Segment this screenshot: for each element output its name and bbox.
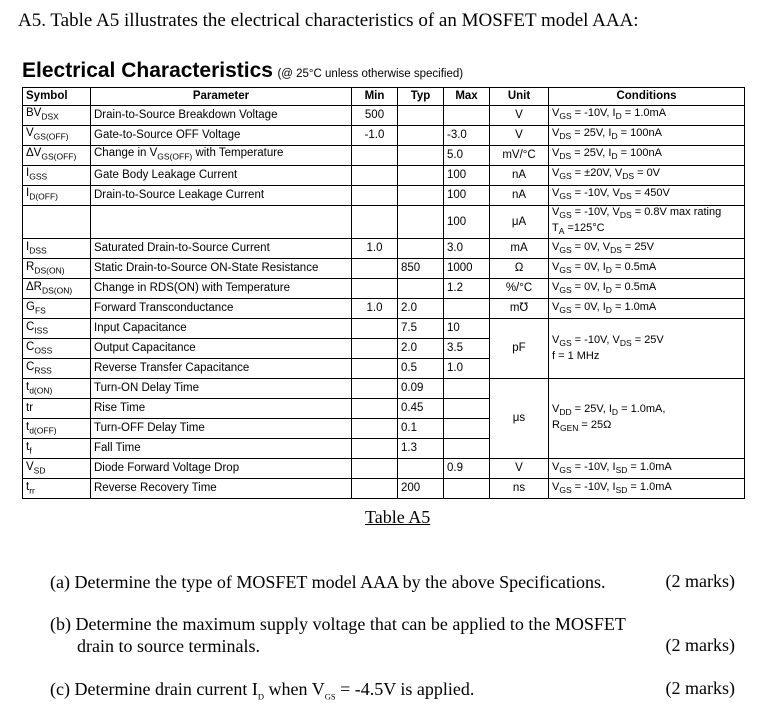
question-intro: A5. Table A5 illustrates the electrical characteristics of an MOSFET model AAA: <box>18 10 639 31</box>
max-cell: 100 <box>444 186 490 206</box>
parameter-cell: Reverse Transfer Capacitance <box>91 359 352 379</box>
typ-cell: 0.1 <box>398 419 444 439</box>
parameter-cell: Change in $V_{GS(OFF)}$ with Temperature <box>91 146 352 166</box>
symbol-cell: $\Delta R_{DS(ON)}$ <box>23 279 91 299</box>
header-min: Min <box>352 88 398 106</box>
typ-cell <box>398 239 444 259</box>
question-a-marks: (2 marks) <box>665 571 735 591</box>
min-cell <box>352 259 398 279</box>
unit-cell: μA <box>490 206 549 239</box>
parameter-cell: Fall Time <box>91 439 352 459</box>
max-cell <box>444 299 490 319</box>
conditions-cell: $V_{GS} = 0V$, $I_D = 1.0mA$ <box>549 299 745 319</box>
unit-cell: nA <box>490 186 549 206</box>
min-cell <box>352 359 398 379</box>
table-row <box>23 279 745 299</box>
unit-cell: pF <box>490 319 549 379</box>
min-cell <box>352 279 398 299</box>
typ-cell: 0.09 <box>398 379 444 399</box>
question-b-marks: (2 marks) <box>665 635 735 655</box>
table-row <box>23 126 745 146</box>
unit-cell: μs <box>490 379 549 459</box>
min-cell <box>352 319 398 339</box>
electrical-characteristics-table <box>22 87 745 499</box>
table-row <box>23 106 745 126</box>
unit-cell: ns <box>490 479 549 499</box>
symbol-cell: $I_{GSS}$ <box>23 166 91 186</box>
header-max: Max <box>444 88 490 106</box>
symbol-cell: $I_{DSS}$ <box>23 239 91 259</box>
symbol-cell: $V_{SD}$ <box>23 459 91 479</box>
min-cell <box>352 479 398 499</box>
typ-cell <box>398 279 444 299</box>
parameter-cell: Saturated Drain-to-Source Current <box>91 239 352 259</box>
parameter-cell: Turn-OFF Delay Time <box>91 419 352 439</box>
unit-cell: nA <box>490 166 549 186</box>
unit-cell: V <box>490 459 549 479</box>
conditions-cell: $V_{GS} = -10V$, $V_{DS} = 450V$ <box>549 186 745 206</box>
conditions-cell: $V_{GS} = -10V$, $V_{DS} = 0.8V$ max rating $T_A =125^\circ C$ <box>549 206 745 239</box>
conditions-cell: $V_{DD} = 25V$, $I_D = 1.0mA$, $R_{GEN} = 25\Omega$ <box>549 379 745 459</box>
max-cell: 1000 <box>444 259 490 279</box>
header-symbol: Symbol <box>23 88 91 106</box>
symbol-cell: $t_{d(OFF)}$ <box>23 419 91 439</box>
question-c-marks: (2 marks) <box>665 678 735 698</box>
symbol-cell: $C_{RSS}$ <box>23 359 91 379</box>
table-row <box>23 319 745 339</box>
max-cell: 1.2 <box>444 279 490 299</box>
typ-cell <box>398 166 444 186</box>
table-row <box>23 479 745 499</box>
parameter-cell: Diode Forward Voltage Drop <box>91 459 352 479</box>
symbol-cell: tr <box>23 399 91 419</box>
max-cell: 5.0 <box>444 146 490 166</box>
conditions-cell: $V_{DS} = 25V$, $I_D = 100nA$ <box>549 126 745 146</box>
conditions-cell: $V_{GS} = -10V$, $I_D = 1.0mA$ <box>549 106 745 126</box>
table-row <box>23 299 745 319</box>
typ-cell: 7.5 <box>398 319 444 339</box>
max-cell <box>444 379 490 399</box>
unit-cell: V <box>490 126 549 146</box>
unit-cell: %/°C <box>490 279 549 299</box>
parameter-cell: Change in RDS(ON) with Temperature <box>91 279 352 299</box>
symbol-cell: $t_{d(ON)}$ <box>23 379 91 399</box>
max-cell: -3.0 <box>444 126 490 146</box>
typ-cell: 2.0 <box>398 299 444 319</box>
parameter-cell: Reverse Recovery Time <box>91 479 352 499</box>
typ-cell: 200 <box>398 479 444 499</box>
parameter-cell: Gate Body Leakage Current <box>91 166 352 186</box>
min-cell: 1.0 <box>352 299 398 319</box>
typ-cell <box>398 146 444 166</box>
min-cell <box>352 379 398 399</box>
unit-cell: mV/°C <box>490 146 549 166</box>
min-cell <box>352 206 398 239</box>
min-cell <box>352 186 398 206</box>
header-unit: Unit <box>490 88 549 106</box>
table-body <box>23 106 745 499</box>
parameter-cell: Drain-to-Source Leakage Current <box>91 186 352 206</box>
max-cell <box>444 479 490 499</box>
unit-cell: mA <box>490 239 549 259</box>
symbol-cell: $t_f$ <box>23 439 91 459</box>
symbol-cell: $C_{ISS}$ <box>23 319 91 339</box>
max-cell: 100 <box>444 206 490 239</box>
conditions-cell: $V_{DS} = 25V$, $I_D = 100nA$ <box>549 146 745 166</box>
typ-cell <box>398 459 444 479</box>
symbol-cell <box>23 206 91 239</box>
min-cell <box>352 419 398 439</box>
typ-cell <box>398 126 444 146</box>
max-cell <box>444 106 490 126</box>
typ-cell <box>398 186 444 206</box>
table-header-row <box>23 88 745 106</box>
typ-cell <box>398 106 444 126</box>
symbol-cell: $R_{DS(ON)}$ <box>23 259 91 279</box>
symbol-cell: $t_{rr}$ <box>23 479 91 499</box>
min-cell: 500 <box>352 106 398 126</box>
max-cell <box>444 399 490 419</box>
typ-cell <box>398 206 444 239</box>
question-c-text: (c) Determine drain current $I_D$ when $V_{GS} = -4.5V$ is applied. <box>50 679 475 702</box>
max-cell: 3.0 <box>444 239 490 259</box>
typ-cell: 2.0 <box>398 339 444 359</box>
parameter-cell: Drain-to-Source Breakdown Voltage <box>91 106 352 126</box>
typ-cell: 0.5 <box>398 359 444 379</box>
question-a <box>50 571 606 593</box>
typ-cell: 1.3 <box>398 439 444 459</box>
parameter-cell: Gate-to-Source OFF Voltage <box>91 126 352 146</box>
min-cell <box>352 399 398 419</box>
heading-title: Electrical Characteristics <box>22 59 273 82</box>
max-cell: 1.0 <box>444 359 490 379</box>
symbol-cell: $BV_{DSX}$ <box>23 106 91 126</box>
unit-cell: m℧ <box>490 299 549 319</box>
table-row <box>23 239 745 259</box>
min-cell: -1.0 <box>352 126 398 146</box>
min-cell <box>352 339 398 359</box>
unit-cell: Ω <box>490 259 549 279</box>
unit-cell: V <box>490 106 549 126</box>
conditions-cell: $V_{GS} = -10V$, $V_{DS} = 25V$ f = 1 MHz <box>549 319 745 379</box>
parameter-cell: Forward Transconductance <box>91 299 352 319</box>
conditions-cell: $V_{GS} = \pm 20V$, $V_{DS} = 0V$ <box>549 166 745 186</box>
table-row <box>23 259 745 279</box>
min-cell <box>352 439 398 459</box>
conditions-cell: $V_{GS} = -10V$, $I_{SD} = 1.0mA$ <box>549 459 745 479</box>
question-b-text: (b) Determine the maximum supply voltage that can be applied to the MOSFET drain to source terminals. <box>50 614 626 656</box>
symbol-cell: $G_{FS}$ <box>23 299 91 319</box>
conditions-cell: $V_{GS} = 0V$, $I_D = 0.5mA$ <box>549 259 745 279</box>
table-heading <box>22 59 463 83</box>
symbol-cell: $V_{GS(OFF)}$ <box>23 126 91 146</box>
typ-cell: 0.45 <box>398 399 444 419</box>
table-row <box>23 166 745 186</box>
max-cell: 100 <box>444 166 490 186</box>
header-parameter: Parameter <box>91 88 352 106</box>
symbol-cell: $C_{OSS}$ <box>23 339 91 359</box>
symbol-cell: $I_{D(OFF)}$ <box>23 186 91 206</box>
header-typ: Typ <box>398 88 444 106</box>
max-cell <box>444 419 490 439</box>
min-cell <box>352 146 398 166</box>
min-cell <box>352 166 398 186</box>
header-conditions: Conditions <box>549 88 745 106</box>
typ-cell: 850 <box>398 259 444 279</box>
max-cell <box>444 439 490 459</box>
max-cell: 0.9 <box>444 459 490 479</box>
table-row <box>23 146 745 166</box>
max-cell: 3.5 <box>444 339 490 359</box>
heading-note: (@ 25°C unless otherwise specified) <box>277 68 464 80</box>
parameter-cell: Static Drain-to-Source ON-State Resistance <box>91 259 352 279</box>
parameter-cell: Rise Time <box>91 399 352 419</box>
question-c <box>50 678 474 708</box>
conditions-cell: $V_{GS} = 0V$, $I_D = 0.5mA$ <box>549 279 745 299</box>
parameter-cell: Input Capacitance <box>91 319 352 339</box>
conditions-cell: $V_{GS} = 0V$, $V_{DS} = 25V$ <box>549 239 745 259</box>
max-cell: 10 <box>444 319 490 339</box>
question-b <box>50 613 626 657</box>
parameter-cell <box>91 206 352 239</box>
table-row <box>23 206 745 239</box>
question-a-text: (a) Determine the type of MOSFET model AAA by the above Specifications. <box>50 572 606 592</box>
min-cell: 1.0 <box>352 239 398 259</box>
conditions-cell: $V_{GS} = -10V$, $I_{SD} = 1.0mA$ <box>549 479 745 499</box>
min-cell <box>352 459 398 479</box>
table-row <box>23 379 745 399</box>
table-caption: Table A5 <box>365 507 431 527</box>
table-row <box>23 186 745 206</box>
parameter-cell: Turn-ON Delay Time <box>91 379 352 399</box>
parameter-cell: Output Capacitance <box>91 339 352 359</box>
symbol-cell: $\Delta V_{GS(OFF)}$ <box>23 146 91 166</box>
table-row <box>23 459 745 479</box>
